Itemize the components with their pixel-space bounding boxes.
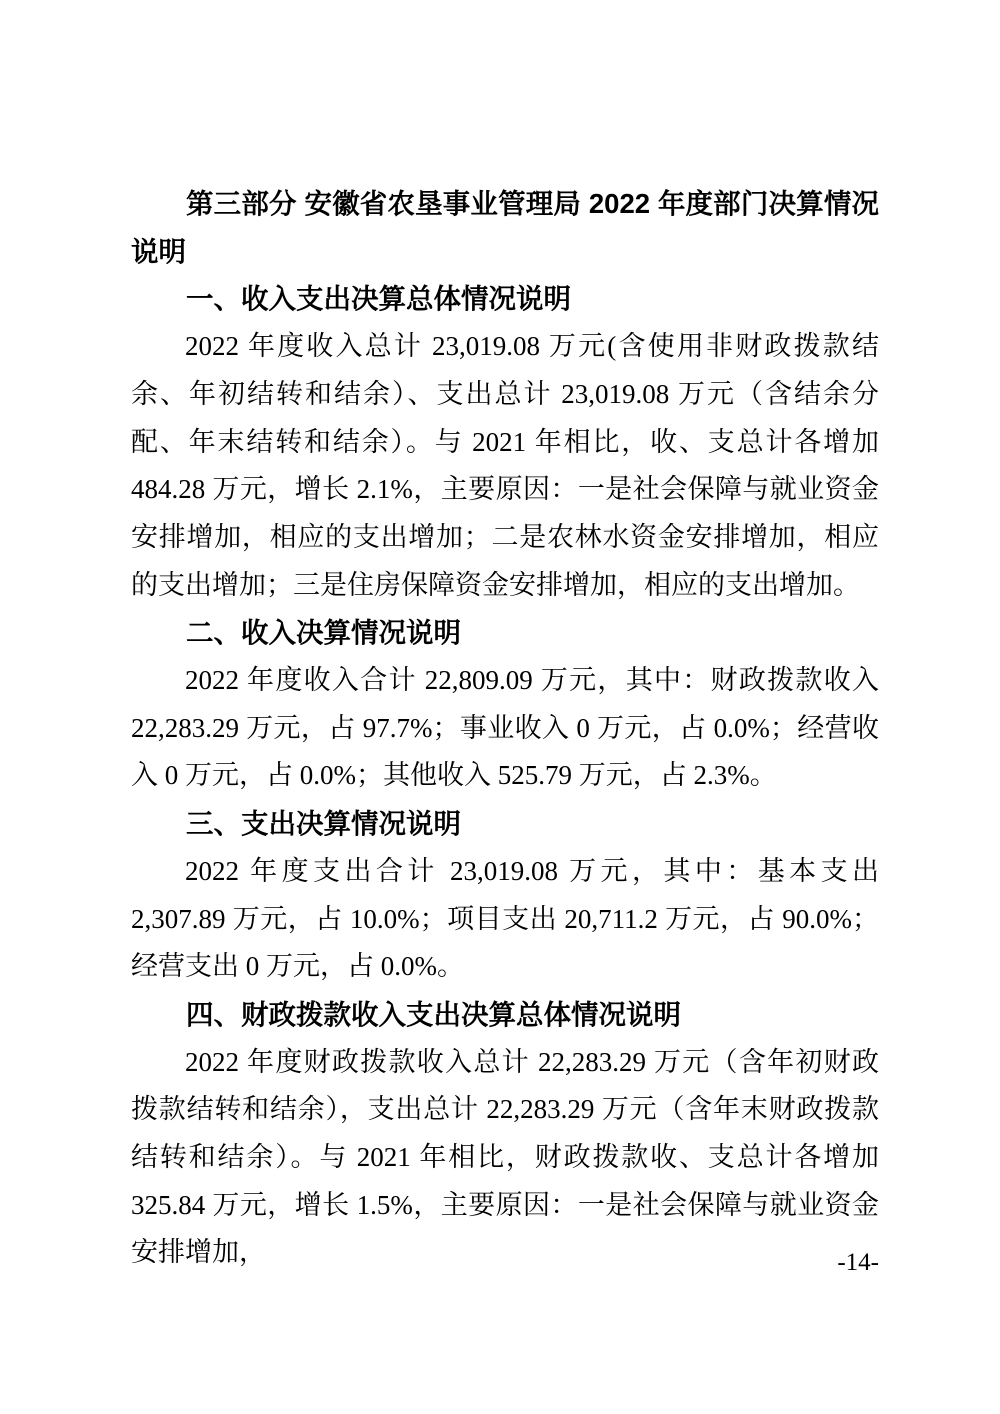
document-content: [131, 180, 879, 1277]
section-paragraph-2: 2022 年度收入合计 22,809.09 万元，其中：财政拨款收入 22,283.29 万元，占 97.7%；事业收入 0 万元，占 0.0%；经营收入 0 万元，占 0.0%；其他收入 525.79 万元，占 2.3%。: [131, 665, 879, 791]
section-paragraph-3: 2022 年度支出合计 23,019.08 万元，其中：基本支出 2,307.89 万元，占 10.0%；项目支出 20,711.2 万元，占 90.0%；经营支出 0 万元，占 0.0%。: [131, 855, 879, 982]
section-paragraph-1: 2022 年度收入总计 23,019.08 万元(含使用非财政拨款结余、年初结转和结余）、支出总计 23,019.08 万元（含结余分配、年末结转和结余）。与 2021 年相比，收、支总计各增加 484.28 万元，增长 2.1%，主要原因：一是社会保障与就业资金安排增加，相应的支出增加；二是农林水资金安排增加，相应的支出增加；三是住房保障资金安排增加，相应的支出增加。: [131, 331, 879, 600]
document-title: 第三部分 安徽省农垦事业管理局 2022 年度部门决算情况说明: [131, 188, 879, 267]
section-paragraph-4: 2022 年度财政拨款收入总计 22,283.29 万元（含年初财政拨款结转和结余），支出总计 22,283.29 万元（含年末财政拨款结转和结余）。与 2021 年相比，财政拨款收、支总计各增加 325.84 万元，增长 1.5%，主要原因：一是社会保障与就业资金安排增加，: [131, 1046, 879, 1268]
section-heading-1: 一、收入支出决算总体情况说明: [186, 283, 571, 315]
section-heading-2: 二、收入决算情况说明: [186, 617, 461, 649]
page-number: -14-: [837, 1249, 879, 1276]
section-heading-3: 三、支出决算情况说明: [186, 808, 461, 840]
section-heading-4: 四、财政拨款收入支出决算总体情况说明: [186, 998, 681, 1030]
